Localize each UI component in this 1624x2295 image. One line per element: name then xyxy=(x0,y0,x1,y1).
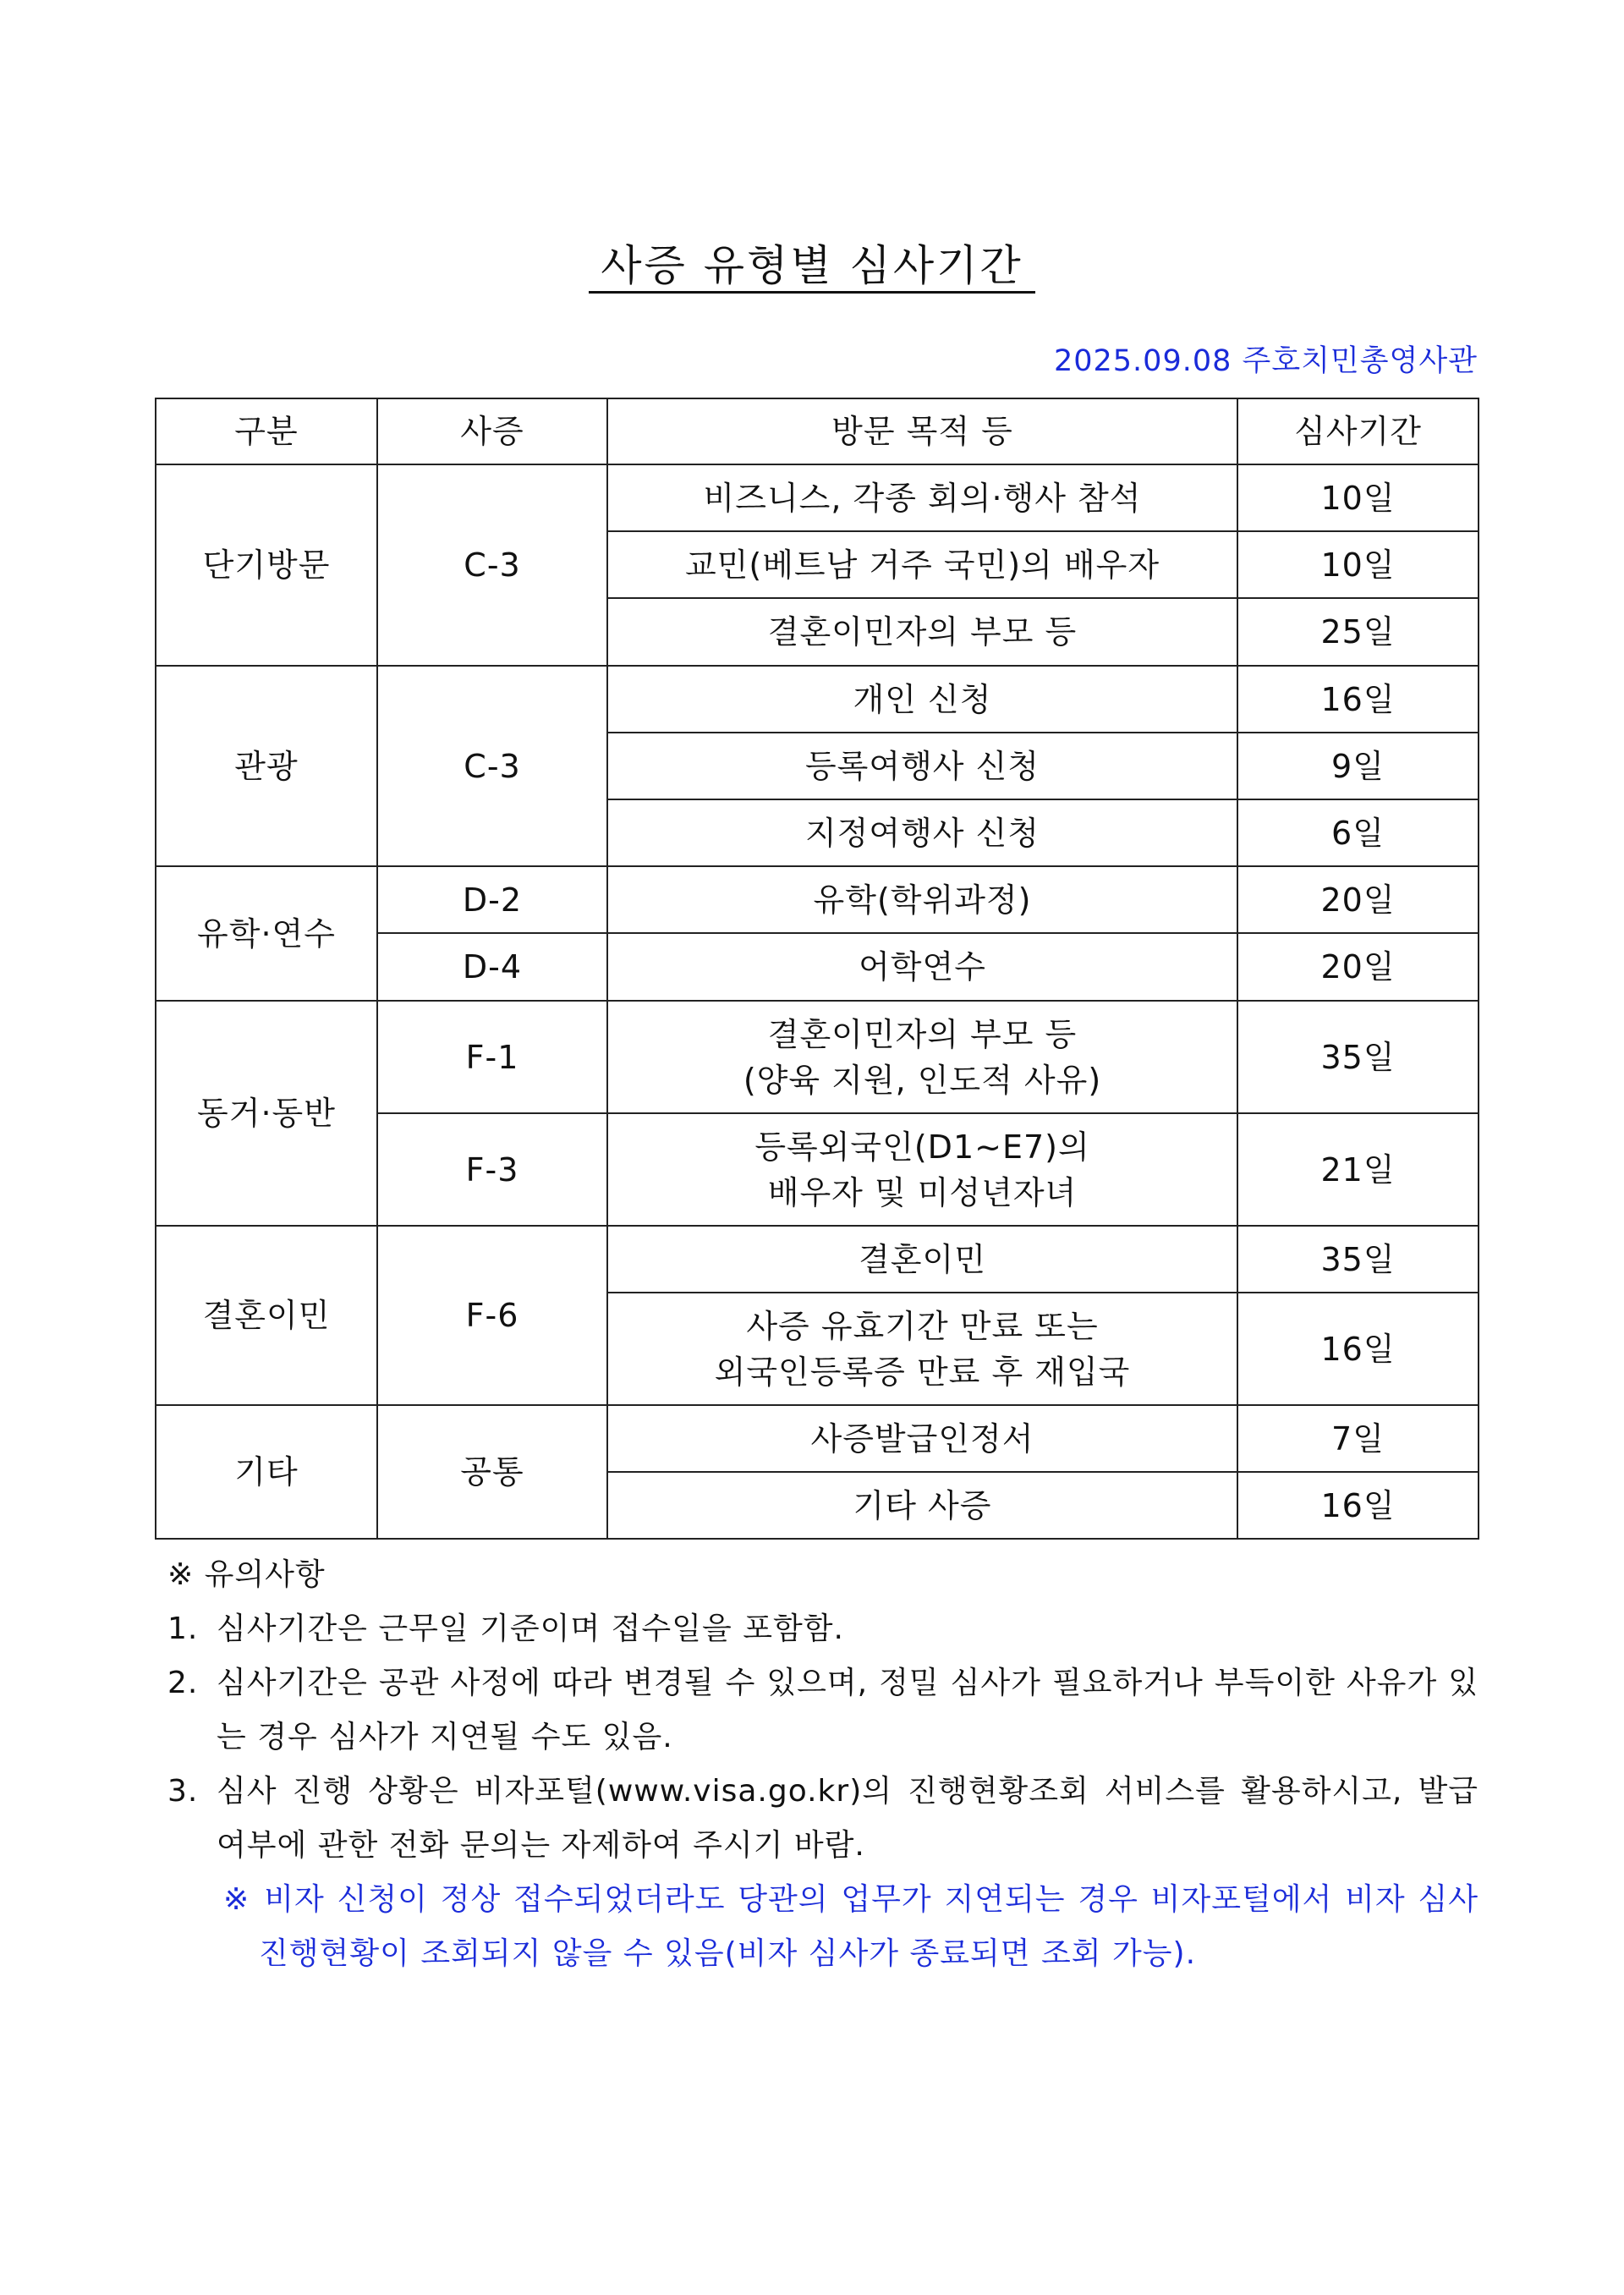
period-cell: 20일 xyxy=(1237,933,1479,1001)
purpose-line: 배우자 및 미성년자녀 xyxy=(767,1173,1078,1211)
header-visa: 사증 xyxy=(377,398,607,464)
note-number: 2. xyxy=(167,1666,199,1700)
note-item-2 xyxy=(167,1656,1479,1765)
table-row xyxy=(156,464,1479,531)
header-category: 구분 xyxy=(156,398,377,464)
visa-processing-table xyxy=(155,398,1479,1540)
note-item-3 xyxy=(167,1765,1479,1873)
purpose-cell: 어학연수 xyxy=(607,933,1237,1001)
document-title xyxy=(0,239,1624,294)
table-header-row xyxy=(156,398,1479,464)
note-text: 심사기간은 공관 사정에 따라 변경될 수 있으며, 정밀 심사가 필요하거나 부득이한 사유가 있는 경우 심사가 지연될 수도 있음. xyxy=(217,1666,1479,1754)
purpose-line: 사증 유효기간 만료 또는 xyxy=(746,1307,1099,1345)
purpose-cell: 결혼이민자의 부모 등 xyxy=(607,598,1237,666)
purpose-cell: 지정여행사 신청 xyxy=(607,799,1237,866)
purpose-line: 외국인등록증 만료 후 재입국 xyxy=(714,1353,1131,1391)
notes-section xyxy=(167,1548,1479,1981)
table-row xyxy=(156,866,1479,933)
note-number: 1. xyxy=(167,1611,199,1646)
visa-cell: F-6 xyxy=(377,1226,607,1405)
category-cell: 기타 xyxy=(156,1405,377,1539)
table-row xyxy=(156,666,1479,733)
period-cell: 10일 xyxy=(1237,531,1479,598)
period-cell: 25일 xyxy=(1237,598,1479,666)
purpose-cell xyxy=(607,1113,1237,1226)
visa-cell: F-1 xyxy=(377,1001,607,1113)
purpose-cell: 교민(베트남 거주 국민)의 배우자 xyxy=(607,531,1237,598)
period-cell: 7일 xyxy=(1237,1405,1479,1472)
table-row xyxy=(156,1001,1479,1113)
category-cell: 유학·연수 xyxy=(156,866,377,1001)
visa-cell: 공통 xyxy=(377,1405,607,1539)
period-cell: 16일 xyxy=(1237,1472,1479,1539)
period-cell: 10일 xyxy=(1237,464,1479,531)
visa-cell: D-2 xyxy=(377,866,607,933)
period-cell: 6일 xyxy=(1237,799,1479,866)
purpose-cell: 유학(학위과정) xyxy=(607,866,1237,933)
purpose-cell xyxy=(607,1001,1237,1113)
date-issuer-line: 2025.09.08 주호치민총영사관 xyxy=(1053,344,1478,378)
purpose-cell: 등록여행사 신청 xyxy=(607,733,1237,799)
purpose-cell: 비즈니스, 각종 회의·행사 참석 xyxy=(607,464,1237,531)
purpose-cell: 기타 사증 xyxy=(607,1472,1237,1539)
purpose-cell xyxy=(607,1293,1237,1405)
category-cell: 동거·동반 xyxy=(156,1001,377,1226)
note-item-1 xyxy=(167,1602,1479,1656)
purpose-line: 결혼이민자의 부모 등 xyxy=(767,1015,1078,1053)
note-number: 3. xyxy=(167,1774,199,1809)
purpose-cell: 결혼이민 xyxy=(607,1226,1237,1293)
period-cell: 21일 xyxy=(1237,1113,1479,1226)
period-cell: 20일 xyxy=(1237,866,1479,933)
document-title-text: 사증 유형별 심사기간 xyxy=(589,242,1035,294)
purpose-cell: 사증발급인정서 xyxy=(607,1405,1237,1472)
period-cell: 9일 xyxy=(1237,733,1479,799)
visa-cell: D-4 xyxy=(377,933,607,1001)
table-row xyxy=(156,1226,1479,1293)
purpose-line: 등록외국인(D1~E7)의 xyxy=(754,1128,1090,1166)
period-cell: 16일 xyxy=(1237,666,1479,733)
period-cell: 35일 xyxy=(1237,1226,1479,1293)
period-cell: 35일 xyxy=(1237,1001,1479,1113)
visa-cell: C-3 xyxy=(377,666,607,866)
header-purpose: 방문 목적 등 xyxy=(607,398,1237,464)
purpose-line: (양육 지원, 인도적 사유) xyxy=(743,1061,1102,1099)
note-warning: ※ 비자 신청이 정상 접수되었더라도 당관의 업무가 지연되는 경우 비자포털에서 비자 심사 진행현황이 조회되지 않을 수 있음(비자 심사가 종료되면 조회 가능). xyxy=(223,1882,1479,1971)
visa-cell: C-3 xyxy=(377,464,607,666)
note-text: 심사기간은 근무일 기준이며 접수일을 포함함. xyxy=(217,1611,844,1646)
note-text: 심사 진행 상황은 비자포털(www.visa.go.kr)의 진행현황조회 서비스를 활용하시고, 발급 여부에 관한 전화 문의는 자제하여 주시기 바람. xyxy=(217,1774,1479,1863)
category-cell: 단기방문 xyxy=(156,464,377,666)
notes-heading: ※ 유의사항 xyxy=(167,1557,326,1592)
header-period: 심사기간 xyxy=(1237,398,1479,464)
category-cell: 관광 xyxy=(156,666,377,866)
purpose-cell: 개인 신청 xyxy=(607,666,1237,733)
category-cell: 결혼이민 xyxy=(156,1226,377,1405)
period-cell: 16일 xyxy=(1237,1293,1479,1405)
table-row xyxy=(156,1405,1479,1472)
visa-cell: F-3 xyxy=(377,1113,607,1226)
